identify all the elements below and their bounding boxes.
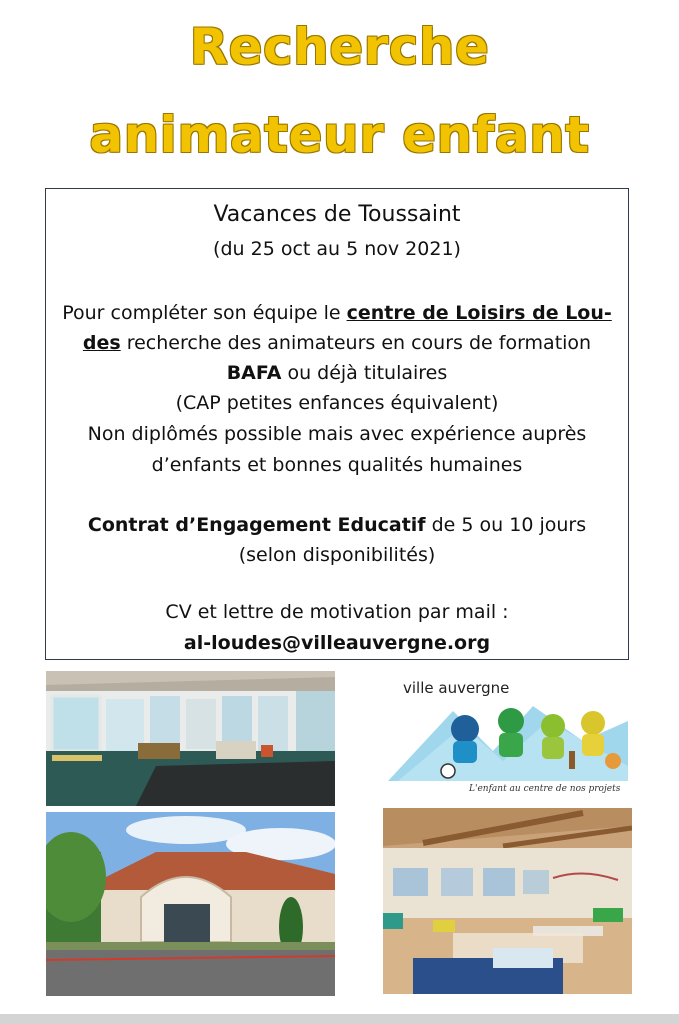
text-line [46, 361, 628, 385]
contract-label: Contrat d’Engagement Educatif [87, 514, 426, 536]
text-fragment: ou déjà titulaires [281, 362, 448, 384]
logo-tagline: L'enfant au centre de nos projets [469, 784, 621, 794]
ville-auvergne-logo [383, 671, 632, 806]
center-link-cont[interactable]: des [82, 332, 121, 354]
center-link[interactable]: centre de Loisirs de Lou- [346, 302, 612, 324]
text-line: (selon disponibilités) [238, 544, 436, 566]
text-line: CV et lettre de motivation par mail : [165, 601, 509, 623]
building-photo [46, 812, 335, 996]
poster-title-line2: animateur enfant [89, 106, 590, 164]
box-heading: Vacances de Toussaint [213, 202, 461, 227]
text-line: Non diplômés possible mais avec expérience auprès [87, 423, 587, 445]
text-line: (CAP petites enfances équivalent) [175, 392, 499, 414]
text-line: d’enfants et bonnes qualités humaines [151, 454, 523, 476]
bafa-label: BAFA [226, 362, 282, 384]
text-line [46, 513, 628, 537]
text-line [46, 331, 628, 355]
text-fragment: recherche des animateurs en cours de formation [120, 332, 592, 354]
logo-brand: ville auvergne [403, 679, 510, 697]
text-line [46, 301, 628, 325]
poster-title-line1: Recherche [189, 18, 490, 76]
info-box [45, 188, 629, 660]
box-dates: (du 25 oct au 5 nov 2021) [213, 238, 461, 260]
text-fragment: Pour compléter son équipe le [62, 302, 347, 324]
interior-photo [46, 671, 335, 806]
activity-room-photo [383, 808, 632, 994]
bottom-bar [0, 1014, 679, 1024]
email-link[interactable]: al-loudes@villeauvergne.org [183, 632, 491, 654]
text-fragment: de 5 ou 10 jours [425, 514, 587, 536]
